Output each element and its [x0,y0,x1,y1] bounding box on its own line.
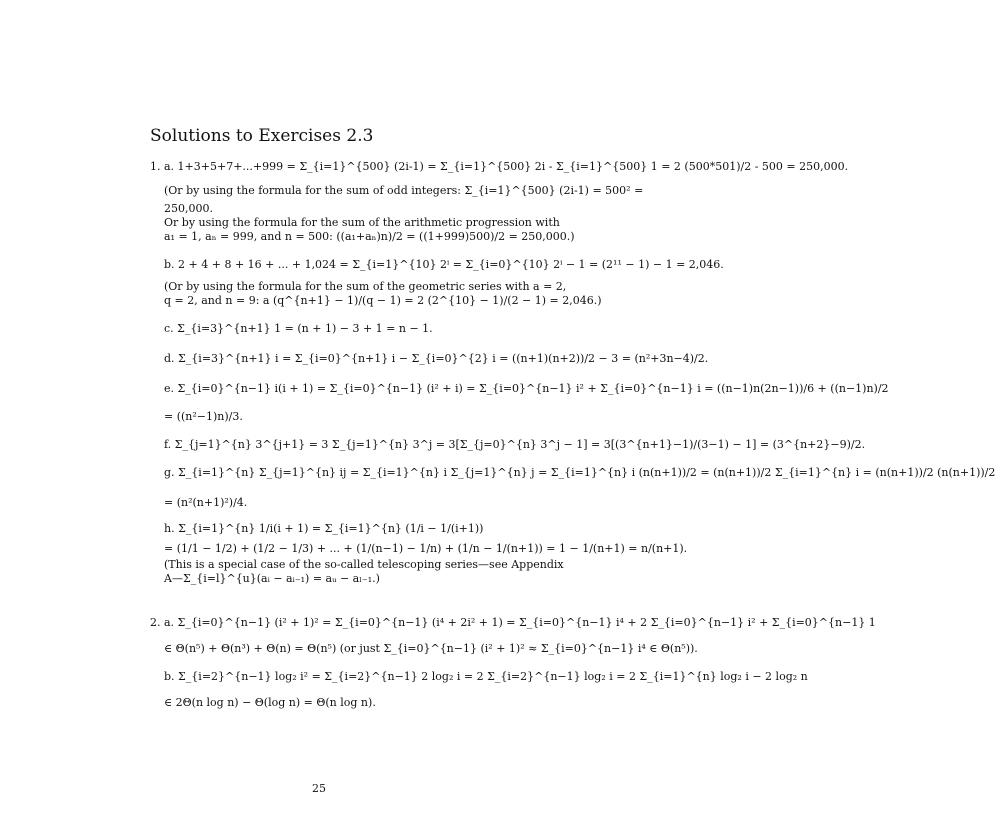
solution-line: ∈ 2Θ(n log n) − Θ(log n) = Θ(n log n). [164,696,376,709]
solution-line: c. Σ_{i=3}^{n+1} 1 = (n + 1) − 3 + 1 = n − 1. [164,322,433,335]
solution-line: q = 2, and n = 9: a (q^{n+1} − 1)/(q − 1) = 2 (2^{10} − 1)/(2 − 1) = 2,046.) [164,294,602,307]
solution-line: (This is a special case of the so-called telescoping series—see Appendix [164,558,564,571]
solution-line: ∈ Θ(n⁵) + Θ(n³) + Θ(n) = Θ(n⁵) (or just Σ_{i=0}^{n−1} (i² + 1)² ≈ Σ_{i=0}^{n−1} i⁴ ∈ Θ(n⁵)). [164,642,698,655]
solution-line: = (1/1 − 1/2) + (1/2 − 1/3) + ... + (1/(n−1) − 1/n) + (1/n − 1/(n+1)) = 1 − 1/(n+1) = n/(n+1). [164,542,688,555]
solution-line: 1. a. 1+3+5+7+...+999 = Σ_{i=1}^{500} (2i-1) = Σ_{i=1}^{500} 2i - Σ_{i=1}^{500} 1 = 2 (500*501)/2 - 500 = 250,000. [150,160,849,173]
solution-line: A—Σ_{i=l}^{u}(aᵢ − aᵢ₋₁) = aᵤ − aₗ₋₁.) [164,572,380,585]
solution-line: = ((n²−1)n)/3. [164,410,243,423]
solution-line: h. Σ_{i=1}^{n} 1/i(i + 1) = Σ_{i=1}^{n} (1/i − 1/(i+1)) [164,522,484,535]
solution-line: f. Σ_{j=1}^{n} 3^{j+1} = 3 Σ_{j=1}^{n} 3^j = 3[Σ_{j=0}^{n} 3^j − 1] = 3[(3^{n+1}−1)/(3−1) − 1] = (3^{n+2}−9)/2. [164,438,866,451]
page-title: Solutions to Exercises 2.3 [150,126,374,146]
solution-line: g. Σ_{i=1}^{n} Σ_{j=1}^{n} ij = Σ_{i=1}^{n} i Σ_{j=1}^{n} j = Σ_{i=1}^{n} i (n(n+1))/2 = (n(n+1))/2 Σ_{i=1}^{n} i = (n(n+1))/2 (n(n+1))/2 [164,466,995,479]
solution-line: d. Σ_{i=3}^{n+1} i = Σ_{i=0}^{n+1} i − Σ_{i=0}^{2} i = ((n+1)(n+2))/2 − 3 = (n²+3n−4)/2. [164,352,709,365]
solution-line: = (n²(n+1)²)/4. [164,496,248,509]
solution-line: b. 2 + 4 + 8 + 16 + ... + 1,024 = Σ_{i=1}^{10} 2ⁱ = Σ_{i=0}^{10} 2ⁱ − 1 = (2¹¹ − 1) − 1 = 2,046. [164,258,724,271]
solution-line: b. Σ_{i=2}^{n−1} log₂ i² = Σ_{i=2}^{n−1} 2 log₂ i = 2 Σ_{i=2}^{n−1} log₂ i = 2 Σ_{i=1}^{n} log₂ i − 2 log₂ n [164,670,808,683]
page-number: 25 [312,782,326,795]
solution-line: e. Σ_{i=0}^{n−1} i(i + 1) = Σ_{i=0}^{n−1} (i² + i) = Σ_{i=0}^{n−1} i² + Σ_{i=0}^{n−1} i = ((n−1)n(2n−1))/6 + ((n−1)n)/2 [164,382,889,395]
solution-line: (Or by using the formula for the sum of the geometric series with a = 2, [164,280,567,293]
solution-line: a₁ = 1, aₙ = 999, and n = 500: ((a₁+aₙ)n)/2 = ((1+999)500)/2 = 250,000.) [164,230,575,243]
solution-line: (Or by using the formula for the sum of odd integers: Σ_{i=1}^{500} (2i-1) = 500² = [164,184,644,197]
solution-line: 250,000. [164,202,213,215]
solution-line: Or by using the formula for the sum of the arithmetic progression with [164,216,560,229]
solution-line: 2. a. Σ_{i=0}^{n−1} (i² + 1)² = Σ_{i=0}^{n−1} (i⁴ + 2i² + 1) = Σ_{i=0}^{n−1} i⁴ + 2 Σ_{i=0}^{n−1} i² + Σ_{i=0}^{n−1} 1 [150,616,876,629]
